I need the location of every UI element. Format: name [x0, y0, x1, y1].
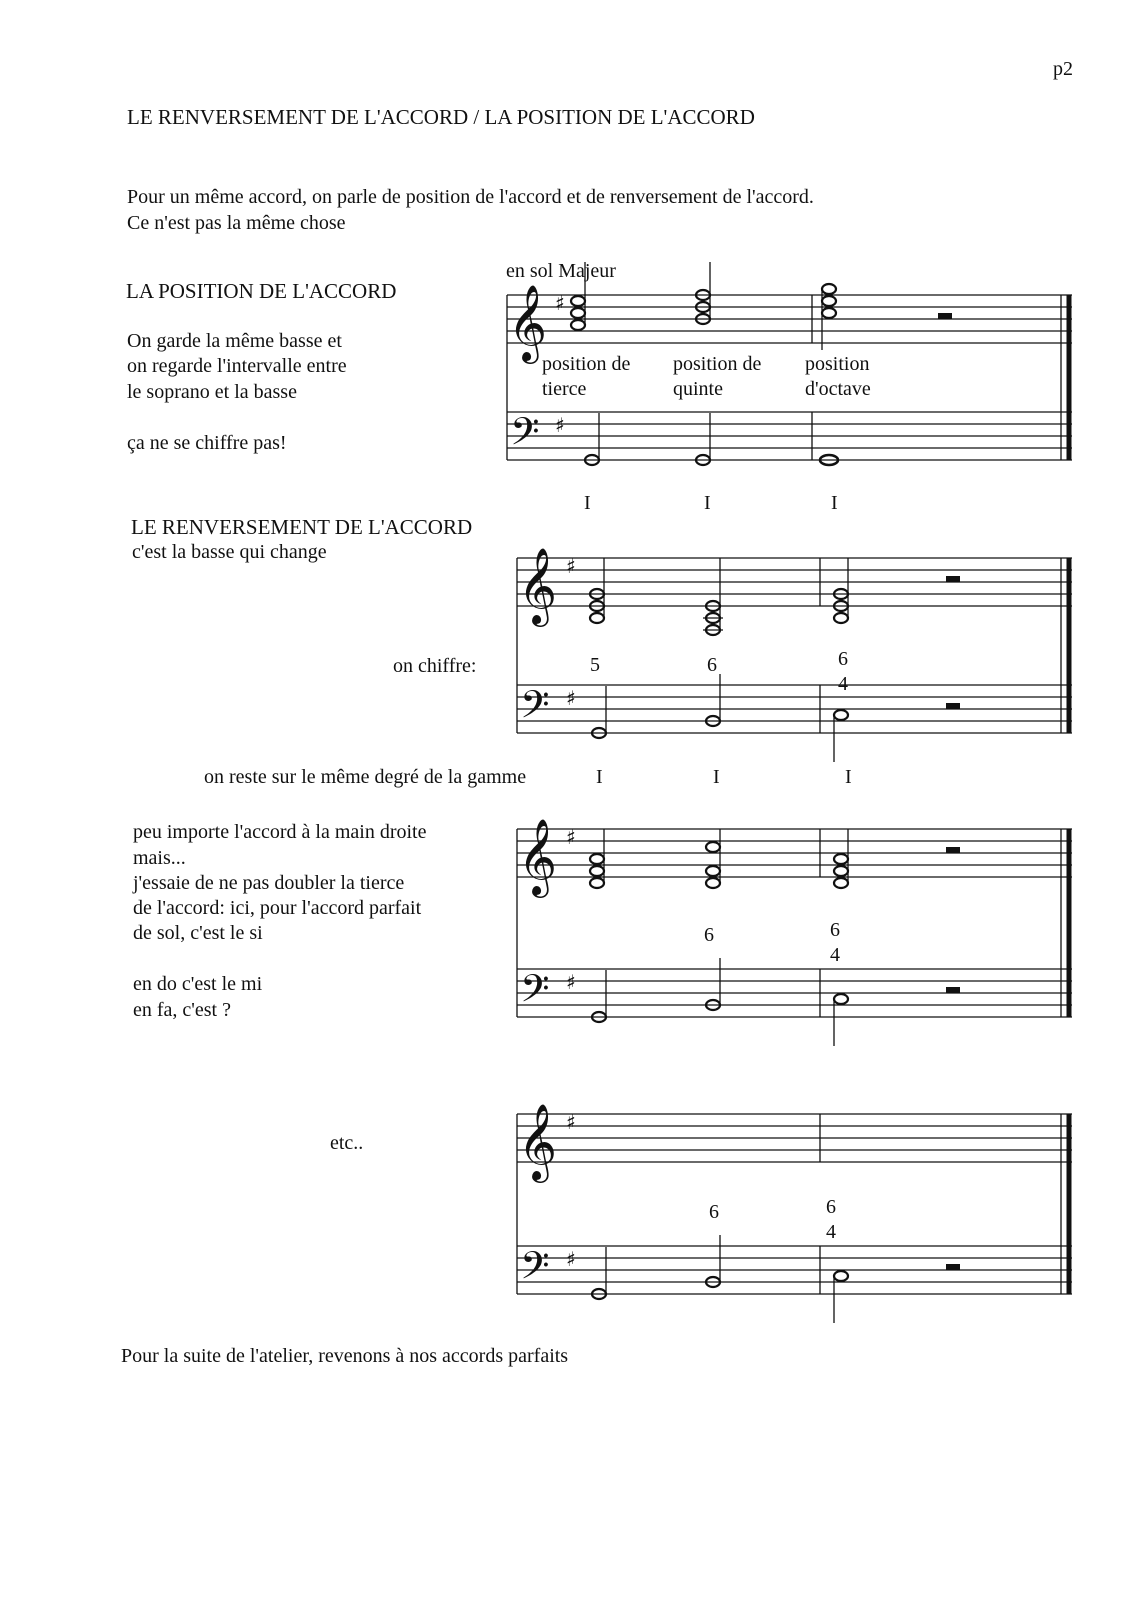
half-rest: [946, 703, 960, 709]
chord-1: [590, 558, 604, 623]
position-line-1: On garde la même basse et: [127, 330, 342, 352]
system-1: [507, 262, 1072, 465]
position-line-3: le soprano et la basse: [127, 381, 297, 403]
sharp-icon: ♯: [566, 554, 576, 578]
ren-degree-1: I: [596, 766, 603, 788]
bass-note-1: [585, 413, 599, 465]
pos-degree-3: I: [831, 492, 838, 514]
treble-staff-3: [517, 829, 1072, 877]
intro-line-2: Ce n'est pas la même chose: [127, 212, 346, 234]
bass-note-2: [696, 413, 710, 465]
position-line-2: on regarde l'intervalle entre: [127, 355, 347, 377]
etc-label: etc..: [330, 1132, 364, 1154]
bass-staff-3: [517, 969, 1072, 1017]
bass-note-3: [834, 710, 848, 762]
pos-degree-2: I: [704, 492, 711, 514]
position-note: ça ne se chiffre pas!: [127, 432, 287, 454]
chord-2: [696, 262, 710, 324]
bass-note-3: [834, 1271, 848, 1323]
treble-clef-icon: 𝄞: [508, 284, 548, 361]
tierce-line-1: peu importe l'accord à la main droite: [133, 821, 427, 843]
half-rest: [938, 313, 952, 319]
half-rest: [946, 576, 960, 582]
system-2: [517, 547, 1072, 762]
page-title: LE RENVERSEMENT DE L'ACCORD / LA POSITION DE L'ACCORD: [127, 105, 755, 129]
pos-label-3a: position: [805, 353, 870, 375]
etc-figure-4-lower: 4: [826, 1221, 836, 1243]
degree-note: on reste sur le même degré de la gamme: [204, 766, 527, 788]
bass-note-2: [706, 958, 720, 1010]
chord-3: [834, 829, 848, 888]
bass-clef-icon: 𝄢: [520, 682, 550, 736]
tierce-figure-6-upper: 6: [830, 919, 840, 941]
bass-clef-icon: 𝄢: [520, 1243, 550, 1297]
bass-note-1: [592, 1247, 606, 1299]
bass-note-1: [592, 970, 606, 1022]
tierce-figure-6: 6: [704, 924, 714, 946]
bass-staff-4: [517, 1246, 1072, 1294]
tierce-line-6: en do c'est le mi: [133, 973, 263, 995]
bass-note-2: [706, 674, 720, 726]
bass-note-3: [834, 994, 848, 1046]
treble-clef-icon: 𝄞: [518, 818, 558, 895]
sharp-icon: ♯: [566, 1247, 576, 1271]
pos-label-1a: position de: [542, 353, 631, 375]
tierce-figure-4-lower: 4: [830, 944, 840, 966]
sharp-icon: ♯: [566, 825, 576, 849]
sharp-icon: ♯: [566, 686, 576, 710]
figure-6-upper: 6: [838, 648, 848, 670]
bass-note-1: [592, 686, 606, 738]
position-heading: LA POSITION DE L'ACCORD: [126, 279, 397, 303]
treble-staff-1: [507, 295, 1072, 343]
pos-label-1b: tierce: [542, 378, 587, 400]
half-rest: [946, 847, 960, 853]
ren-degree-3: I: [845, 766, 852, 788]
tierce-line-3: j'essaie de ne pas doubler la tierce: [133, 872, 405, 894]
pos-label-2a: position de: [673, 353, 762, 375]
bass-note-2: [706, 1235, 720, 1287]
chord-3: [822, 284, 836, 350]
chord-1: [590, 829, 604, 888]
chord-1: [571, 262, 585, 330]
figure-4-lower: 4: [838, 673, 848, 695]
figure-5: 5: [590, 654, 600, 676]
half-rest: [946, 1264, 960, 1270]
etc-figure-6-upper: 6: [826, 1196, 836, 1218]
sharp-icon: ♯: [566, 1110, 576, 1134]
tierce-line-4: de l'accord: ici, pour l'accord parfait: [133, 897, 422, 919]
key-label: en sol Majeur: [506, 260, 616, 282]
treble-clef-icon: 𝄞: [518, 1103, 558, 1180]
system-4: [517, 1103, 1072, 1323]
bass-staff-1: [507, 412, 1072, 460]
tierce-line-2: mais...: [133, 847, 186, 869]
tierce-line-7: en fa, c'est ?: [133, 999, 231, 1021]
bass-staff-2: [517, 685, 1072, 733]
ren-degree-2: I: [713, 766, 720, 788]
tierce-line-5: de sol, c'est le si: [133, 922, 263, 944]
half-rest: [946, 987, 960, 993]
pos-degree-1: I: [584, 492, 591, 514]
chiffre-label: on chiffre:: [393, 655, 477, 677]
figure-6: 6: [707, 654, 717, 676]
chord-3: [834, 558, 848, 623]
sharp-icon: ♯: [566, 970, 576, 994]
renversement-heading: LE RENVERSEMENT DE L'ACCORD: [131, 515, 473, 539]
sharp-icon: ♯: [555, 291, 565, 315]
sharp-icon: ♯: [555, 413, 565, 437]
bass-clef-icon: 𝄢: [520, 966, 550, 1020]
pos-label-3b: d'octave: [805, 378, 871, 400]
renversement-subheading: c'est la basse qui change: [132, 541, 327, 563]
pos-label-2b: quinte: [673, 378, 723, 400]
treble-clef-icon: 𝄞: [518, 547, 558, 624]
footer-text: Pour la suite de l'atelier, revenons à nos accords parfaits: [121, 1345, 569, 1367]
intro-line-1: Pour un même accord, on parle de position de l'accord et de renversement de l'accord.: [127, 186, 814, 208]
system-3: [517, 818, 1072, 1046]
chord-2: [706, 829, 720, 888]
treble-staff-4: [517, 1114, 1072, 1162]
etc-figure-6: 6: [709, 1201, 719, 1223]
bass-clef-icon: 𝄢: [510, 409, 540, 463]
page-number: p2: [1053, 58, 1073, 80]
